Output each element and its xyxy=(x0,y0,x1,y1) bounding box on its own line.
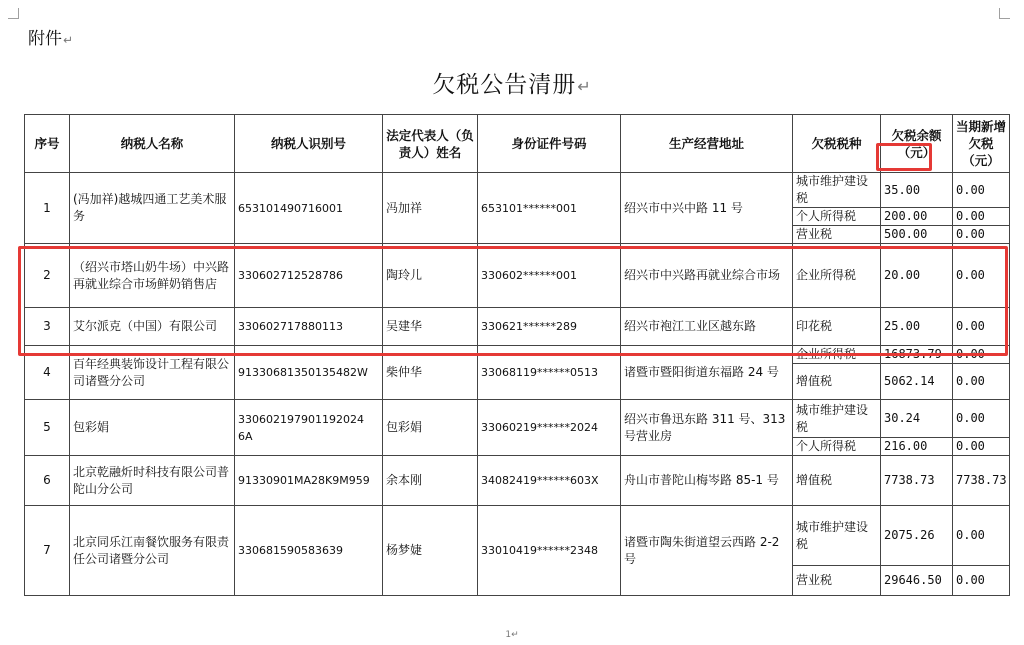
taxpayer-id: 330602717880113 xyxy=(235,308,383,346)
id-number: 33068119******0513 xyxy=(478,346,621,400)
column-header: 法定代表人（负责人）姓名 xyxy=(383,115,478,173)
legal-representative: 余本刚 xyxy=(383,456,478,506)
id-number: 33060219******2024 xyxy=(478,400,621,456)
business-address: 诸暨市陶朱街道望云西路 2-2 号 xyxy=(621,506,793,596)
new-arrears: 0.00 xyxy=(953,173,1010,208)
business-address: 绍兴市鲁迅东路 311 号、313 号营业房 xyxy=(621,400,793,456)
taxpayer-name: （绍兴市塔山奶牛场）中兴路再就业综合市场鲜奶销售店 xyxy=(70,244,235,308)
row-number: 7 xyxy=(25,506,70,596)
taxpayer-name: 百年经典装饰设计工程有限公司诸暨分公司 xyxy=(70,346,235,400)
tax-type: 增值税 xyxy=(793,364,881,400)
business-address: 舟山市普陀山梅岑路 85-1 号 xyxy=(621,456,793,506)
arrears-balance: 35.00 xyxy=(881,173,953,208)
arrears-balance: 2075.26 xyxy=(881,506,953,566)
legal-representative: 陶玲儿 xyxy=(383,244,478,308)
column-header: 生产经营地址 xyxy=(621,115,793,173)
tax-type: 城市维护建设税 xyxy=(793,506,881,566)
taxpayer-id: 91330901MA28K9M959 xyxy=(235,456,383,506)
arrears-balance: 216.00 xyxy=(881,438,953,456)
new-arrears: 0.00 xyxy=(953,566,1010,596)
new-arrears: 0.00 xyxy=(953,346,1010,364)
new-arrears: 7738.73 xyxy=(953,456,1010,506)
tax-type: 印花税 xyxy=(793,308,881,346)
table-row xyxy=(25,456,1010,506)
tax-type: 企业所得税 xyxy=(793,244,881,308)
legal-representative: 冯加祥 xyxy=(383,173,478,244)
page-title: 欠税公告清册↵ xyxy=(432,72,592,98)
taxpayer-id: 330602197901192024 6A xyxy=(235,400,383,456)
page-number: 1↵ xyxy=(505,630,519,640)
arrears-balance: 20.00 xyxy=(881,244,953,308)
id-number: 653101******001 xyxy=(478,173,621,244)
tax-type: 增值税 xyxy=(793,456,881,506)
page-corner-mark xyxy=(8,8,19,19)
tax-type: 个人所得税 xyxy=(793,208,881,226)
column-header: 身份证件号码 xyxy=(478,115,621,173)
new-arrears: 0.00 xyxy=(953,364,1010,400)
table-header-row xyxy=(25,115,1010,173)
taxpayer-name: 北京同乐江南餐饮服务有限责任公司诸暨分公司 xyxy=(70,506,235,596)
table-row xyxy=(25,400,1010,438)
column-header: 纳税人识别号 xyxy=(235,115,383,173)
taxpayer-name: 包彩娟 xyxy=(70,400,235,456)
arrears-balance: 500.00 xyxy=(881,226,953,244)
highlight-box xyxy=(18,246,1008,356)
tax-type: 个人所得税 xyxy=(793,438,881,456)
new-arrears: 0.00 xyxy=(953,400,1010,438)
taxpayer-id: 91330681350135482W xyxy=(235,346,383,400)
taxpayer-name: (冯加祥)越城四通工艺美术服务 xyxy=(70,173,235,244)
tax-type: 城市维护建设税 xyxy=(793,400,881,438)
new-arrears: 0.00 xyxy=(953,244,1010,308)
tax-type: 营业税 xyxy=(793,566,881,596)
id-number: 330602******001 xyxy=(478,244,621,308)
business-address: 绍兴市中兴路再就业综合市场 xyxy=(621,244,793,308)
taxpayer-name: 北京乾融炘时科技有限公司普陀山分公司 xyxy=(70,456,235,506)
new-arrears: 0.00 xyxy=(953,208,1010,226)
highlight-box xyxy=(876,143,932,171)
table-body xyxy=(25,173,1010,596)
tax-type: 城市维护建设税 xyxy=(793,173,881,208)
row-number: 2 xyxy=(25,244,70,308)
column-header: 欠税税种 xyxy=(793,115,881,173)
column-header: 当期新增欠税（元） xyxy=(953,115,1010,173)
taxpayer-id: 330602712528786 xyxy=(235,244,383,308)
new-arrears: 0.00 xyxy=(953,226,1010,244)
new-arrears: 0.00 xyxy=(953,506,1010,566)
taxpayer-id: 653101490716001 xyxy=(235,173,383,244)
column-header: 序号 xyxy=(25,115,70,173)
legal-representative: 杨梦婕 xyxy=(383,506,478,596)
arrears-balance: 29646.50 xyxy=(881,566,953,596)
id-number: 330621******289 xyxy=(478,308,621,346)
row-number: 5 xyxy=(25,400,70,456)
taxpayer-id: 330681590583639 xyxy=(235,506,383,596)
business-address: 绍兴市中兴中路 11 号 xyxy=(621,173,793,244)
id-number: 33010419******2348 xyxy=(478,506,621,596)
table-row xyxy=(25,173,1010,208)
arrears-balance: 7738.73 xyxy=(881,456,953,506)
legal-representative: 吴建华 xyxy=(383,308,478,346)
tax-type: 营业税 xyxy=(793,226,881,244)
business-address: 诸暨市暨阳街道东福路 24 号 xyxy=(621,346,793,400)
tax-type: 企业所得税 xyxy=(793,346,881,364)
row-number: 6 xyxy=(25,456,70,506)
id-number: 34082419******603X xyxy=(478,456,621,506)
arrears-balance: 200.00 xyxy=(881,208,953,226)
new-arrears: 0.00 xyxy=(953,308,1010,346)
column-header: 欠税余额（元） xyxy=(881,115,953,173)
taxpayer-name: 艾尔派克（中国）有限公司 xyxy=(70,308,235,346)
arrears-balance: 30.24 xyxy=(881,400,953,438)
row-number: 3 xyxy=(25,308,70,346)
arrears-balance: 25.00 xyxy=(881,308,953,346)
legal-representative: 柴仲华 xyxy=(383,346,478,400)
table-row xyxy=(25,506,1010,566)
column-header: 纳税人名称 xyxy=(70,115,235,173)
arrears-balance: 5062.14 xyxy=(881,364,953,400)
business-address: 绍兴市袍江工业区越东路 xyxy=(621,308,793,346)
attachment-label: 附件↵ xyxy=(28,29,73,49)
page-corner-mark xyxy=(999,8,1010,19)
row-number: 4 xyxy=(25,346,70,400)
new-arrears: 0.00 xyxy=(953,438,1010,456)
legal-representative: 包彩娟 xyxy=(383,400,478,456)
arrears-balance: 16873.79 xyxy=(881,346,953,364)
row-number: 1 xyxy=(25,173,70,244)
